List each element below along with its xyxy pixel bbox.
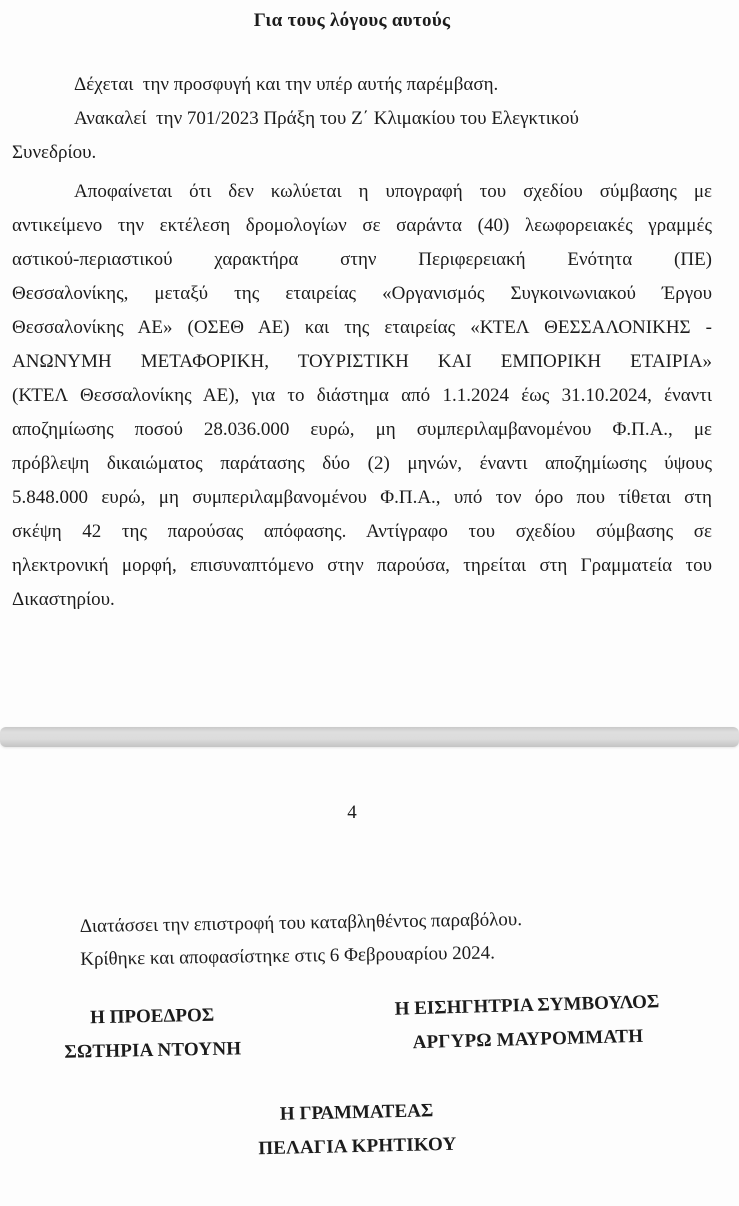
signature-president-name: ΣΩΤΗΡΙΑ ΝΤΟΥΝΗ (64, 1038, 242, 1063)
text-line: Αποφαίνεται ότι δεν κωλύεται η υπογραφή του σχεδίου σύμβασης με (74, 181, 712, 202)
text-line: Θεσσαλονίκης ΑΕ» (ΟΣΕΘ ΑΕ) και της εταιρείας «ΚΤΕΛ ΘΕΣΣΑΛΟΝΙΚΗΣ - (12, 317, 712, 338)
signature-secretary (225, 1093, 488, 1167)
text-line: Δικαστηρίου. (12, 589, 115, 610)
paragraph-anakalei-line2: Συνεδρίου. (12, 142, 97, 163)
paragraph-krithike: Κρίθηκε και αποφασίστηκε στις 6 Φεβρουαρίου 2024. (80, 942, 496, 970)
signature-rapporteur-name: ΑΡΓΥΡΩ ΜΑΥΡΟΜΜΑΤΗ (412, 1025, 644, 1054)
text-line: Θεσσαλονίκης, μεταξύ της εταιρείας «Οργανισμός Συγκοινωνιακού Έργου (12, 283, 712, 304)
paragraph-anakalei-line1: Ανακαλεί την 701/2023 Πράξη του Ζ΄ Κλιμακίου του Ελεγκτικού (74, 108, 579, 129)
text-line: πρόβλεψη δικαιώματος παράτασης δύο (2) μηνών, έναντι αποζημίωσης ύψους (12, 453, 712, 474)
text-line: (ΚΤΕΛ Θεσσαλονίκης ΑΕ), για το διάστημα από 1.1.2024 έως 31.10.2024, έναντι (12, 385, 712, 406)
text-line: σκέψη 42 της παρούσας απόφασης. Αντίγραφο του σχεδίου σύμβασης σε (12, 521, 712, 542)
page-separator-bar (0, 727, 739, 747)
decision-operative-heading: Για τους λόγους αυτούς (253, 10, 451, 31)
closing-text-block (79, 901, 640, 976)
paragraph-apofainetai (12, 175, 712, 617)
signature-president-title: Η ΠΡΟΕΔΡΟΣ (89, 1004, 215, 1029)
text-line: ηλεκτρονική μορφή, επισυναπτόμενο στην παρούσα, τηρείται στη Γραμματεία του (12, 555, 712, 576)
paragraph-diatassei: Διατάσσει την επιστροφή του καταβληθέντος παραβόλου. (79, 909, 523, 938)
text-line: 5.848.000 ευρώ, μη συμπεριλαμβανομένου Φ.Π.Α., υπό τον όρο που τίθεται στη (12, 487, 712, 508)
text-line: ΑΝΩΝΥΜΗ ΜΕΤΑΦΟΡΙΚΗ, ΤΟΥΡΙΣΤΙΚΗ ΚΑΙ ΕΜΠΟΡΙΚΗ ΕΤΑΙΡΙΑ» (12, 351, 712, 372)
paragraph-dexetai: Δέχεται την προσφυγή και την υπέρ αυτής παρέμβαση. (74, 74, 499, 95)
signature-secretary-name: ΠΕΛΑΓΙΑ ΚΡΗΤΙΚΟΥ (258, 1133, 457, 1160)
signature-rapporteur-title: Η ΕΙΣΗΓΗΤΡΙΑ ΣΥΜΒΟΥΛΟΣ (394, 991, 660, 1020)
page-number: 4 (347, 802, 357, 823)
text-line: αποζημίωσης ποσού 28.036.000 ευρώ, μη συμπεριλαμβανομένου Φ.Π.Α., με (12, 419, 712, 440)
signature-rapporteur (359, 984, 696, 1061)
operative-text-block (12, 68, 712, 617)
signature-secretary-title: Η ΓΡΑΜΜΑΤΕΑΣ (279, 1100, 434, 1125)
text-line: αντικείμενο την εκτέλεση δρομολογίων σε σαράντα (40) λεωφορειακές γραμμές (12, 215, 712, 236)
signature-president (29, 998, 275, 1071)
text-line: αστικού-περιαστικού χαρακτήρα στην Περιφερειακή Ενότητα (ΠΕ) (12, 249, 712, 270)
